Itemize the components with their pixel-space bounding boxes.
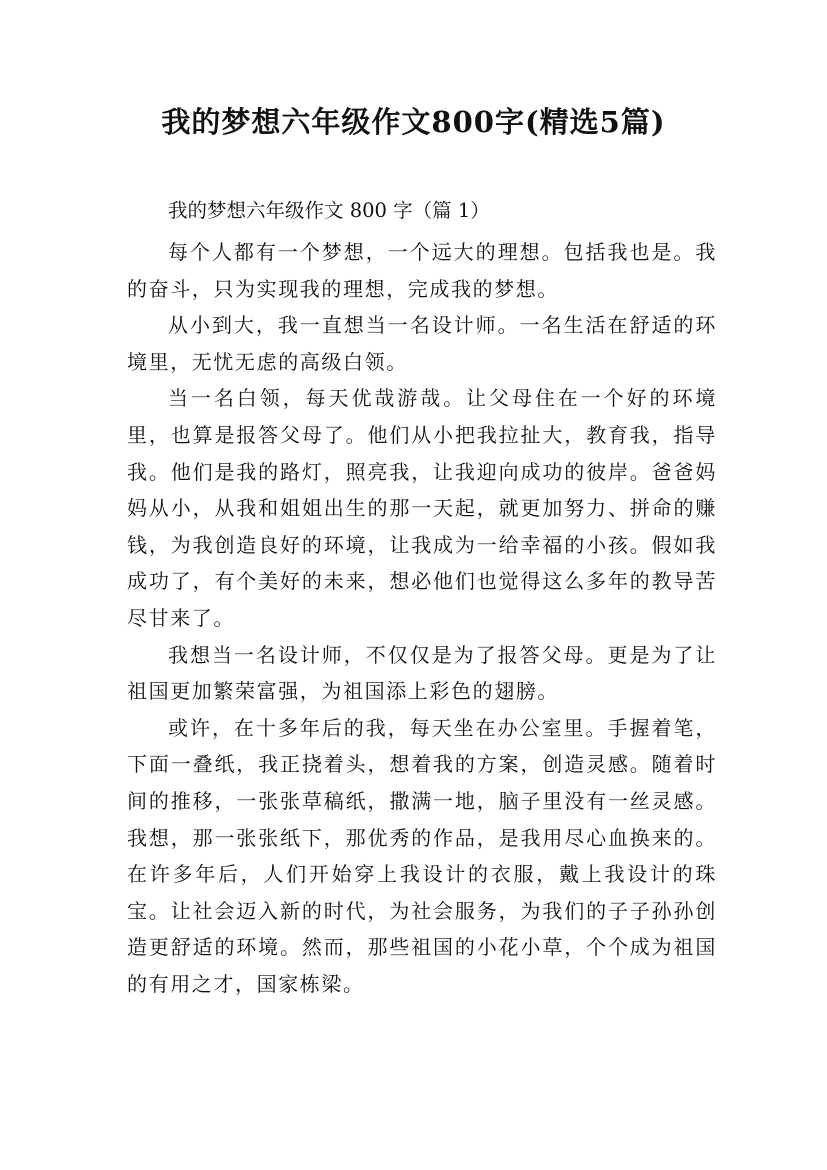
document-title: 我的梦想六年级作文800字(精选5篇) (161, 105, 666, 139)
paragraph: 当一名白领，每天优哉游哉。让父母住在一个好的环境里，也算是报答父母了。他们从小把我拉扯大，教育我，指导我。他们是我的路灯，照亮我，让我迎向成功的彼岸。爸爸妈妈从小，从我和姐姐出生的那一天起，就更加努力、拼命的赚钱，为我创造良好的环境，让我成为一给幸福的小孩。假如我成功了，有个美好的未来，想必他们也觉得这么多年的教导苦尽甘来了。 (127, 386, 717, 630)
section-heading: 我的梦想六年级作文 800 字（篇 1） (168, 199, 490, 222)
paragraph: 每个人都有一个梦想，一个远大的理想。包括我也是。我的奋斗，只为实现我的理想，完成我的梦想。 (127, 240, 717, 301)
paragraph: 我想当一名设计师，不仅仅是为了报答父母。更是为了让祖国更加繁荣富强，为祖国添上彩色的翅膀。 (127, 642, 717, 704)
paragraph: 或许，在十多年后的我，每天坐在办公室里。手握着笔，下面一叠纸，我正挠着头，想着我的方案，创造灵感。随着时间的推移，一张张草稿纸，撒满一地，脑子里没有一丝灵感。我想，那一张张纸下，那优秀的作品，是我用尽心血换来的。在许多年后，人们开始穿上我设计的衣服，戴上我设计的珠宝。让社会迈入新的时代，为社会服务，为我们的子子孙孙创造更舒适的环境。然而，那些祖国的小花小草，个个成为祖国的有用之才，国家栋梁。 (127, 715, 717, 996)
paragraph: 从小到大，我一直想当一名设计师。一名生活在舒适的环境里，无忧无虑的高级白领。 (127, 313, 717, 374)
article-body (127, 234, 717, 1002)
